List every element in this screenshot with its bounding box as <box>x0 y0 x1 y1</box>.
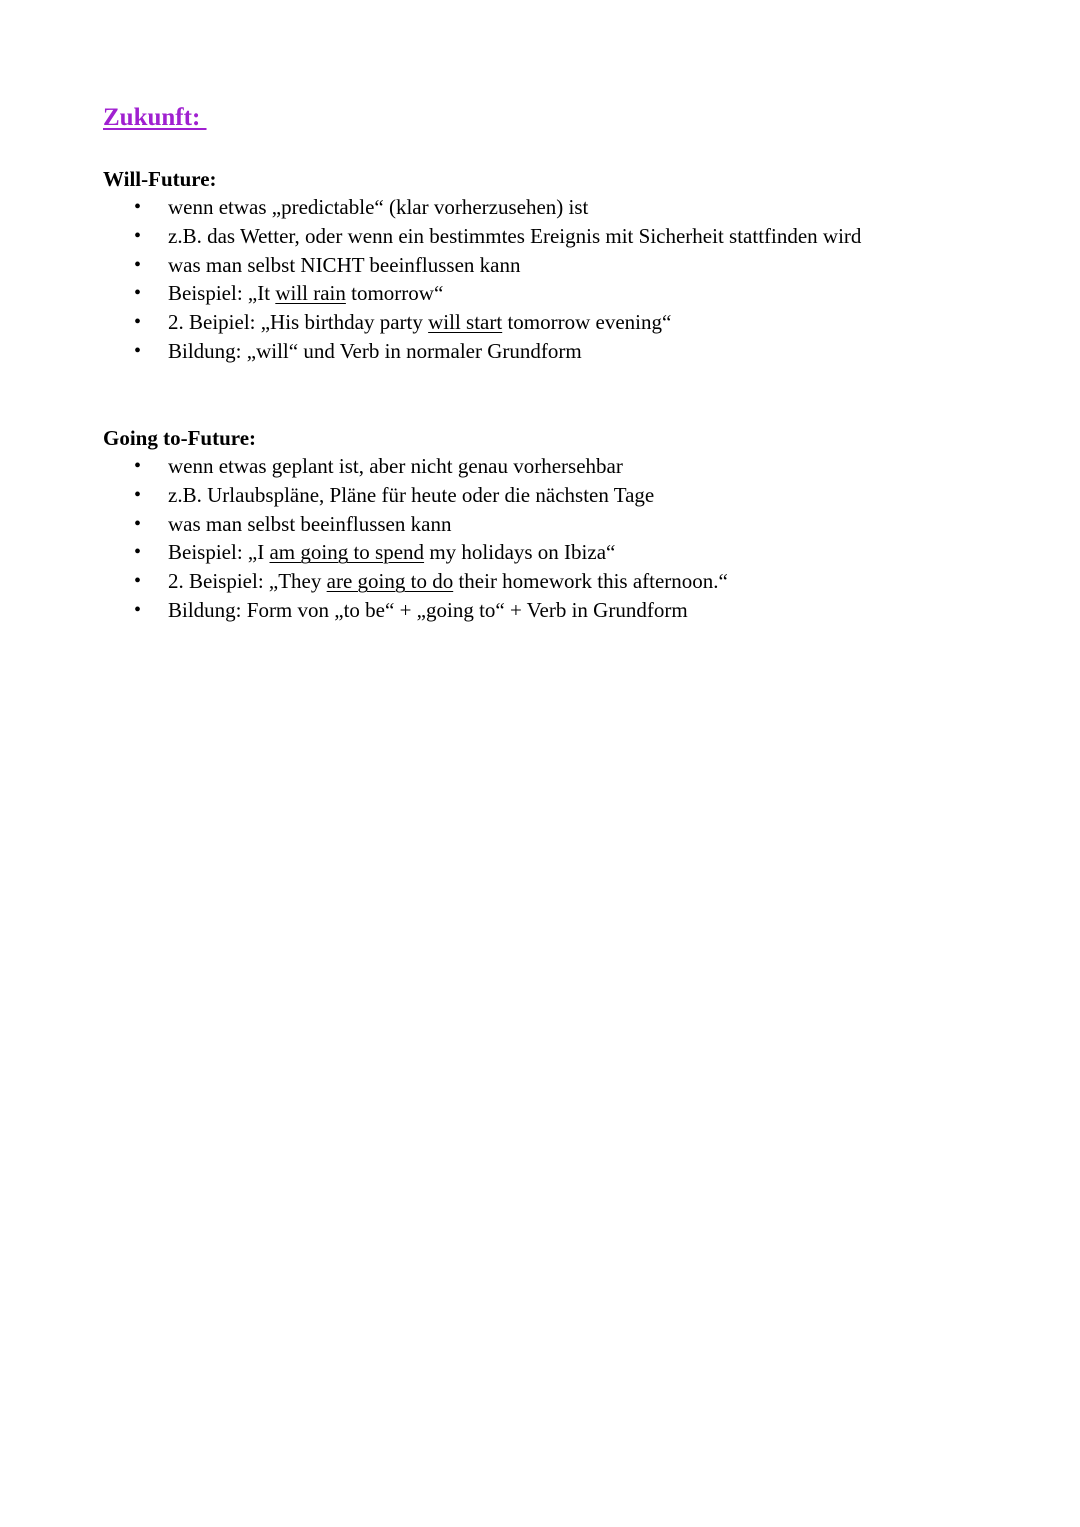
list-item <box>103 567 1003 596</box>
text-segment: 2. Beipiel: „His birthday party <box>168 310 429 335</box>
bullet-icon: • <box>134 541 142 564</box>
list-item <box>103 538 1003 567</box>
list-item <box>103 222 1003 251</box>
going-to-future-section <box>103 424 1003 625</box>
going-to-future-list <box>103 452 1003 625</box>
text-segment: my holidays on Ibiza“ <box>424 540 616 565</box>
text-segment: their homework this afternoon.“ <box>453 569 728 594</box>
text-segment: Beispiel: „It <box>168 281 276 306</box>
list-item <box>103 279 1003 308</box>
going-to-future-heading: Going to-Future: <box>103 426 257 450</box>
list-item <box>103 510 1003 539</box>
list-item <box>103 452 1003 481</box>
list-item <box>103 308 1003 337</box>
bullet-icon: • <box>134 196 142 218</box>
text-segment: z.B. das Wetter, oder wenn ein bestimmtes Ereignis mit Sicherheit stattfinden wird <box>168 223 862 248</box>
bullet-icon: • <box>134 512 142 535</box>
text-segment: was man selbst beeinflussen kann <box>168 511 452 536</box>
text-segment: Bildung: Form von „to be“ + „going to“ + Verb in Grundform <box>168 597 688 622</box>
list-item <box>103 251 1003 280</box>
text-segment: wenn etwas „predictable“ (klar vorherzusehen) ist <box>168 195 589 219</box>
bullet-icon: • <box>134 311 142 334</box>
list-item <box>103 337 1003 366</box>
bullet-icon: • <box>134 455 142 477</box>
underlined-phrase: are going to do <box>326 569 454 594</box>
underlined-phrase: will start <box>428 310 503 335</box>
will-future-list <box>103 193 1003 366</box>
bullet-icon: • <box>134 339 142 362</box>
list-item <box>103 193 1003 222</box>
text-segment: wenn etwas geplant ist, aber nicht genau vorhersehbar <box>168 454 623 478</box>
text-segment: tomorrow evening“ <box>502 310 672 335</box>
bullet-icon: • <box>134 224 142 247</box>
text-segment: tomorrow“ <box>345 281 444 306</box>
text-segment: was man selbst NICHT beeinflussen kann <box>168 252 521 277</box>
bullet-icon: • <box>134 483 142 506</box>
document-title: Zukunft: <box>103 104 207 131</box>
underlined-phrase: am going to spend <box>269 540 425 565</box>
text-segment: z.B. Urlaubspläne, Pläne für heute oder die nächsten Tage <box>168 482 655 507</box>
text-segment: 2. Beispiel: „They <box>168 569 327 594</box>
text-segment: Beispiel: „I <box>168 540 270 565</box>
list-item <box>103 481 1003 510</box>
list-item <box>103 596 1003 625</box>
bullet-icon: • <box>134 598 142 621</box>
bullet-icon: • <box>134 253 142 276</box>
underlined-phrase: will rain <box>275 281 346 306</box>
bullet-icon: • <box>134 570 142 593</box>
will-future-section <box>103 165 1003 366</box>
text-segment: Bildung: „will“ und Verb in normaler Grundform <box>168 338 582 363</box>
bullet-icon: • <box>134 282 142 305</box>
will-future-heading: Will-Future: <box>103 167 217 191</box>
